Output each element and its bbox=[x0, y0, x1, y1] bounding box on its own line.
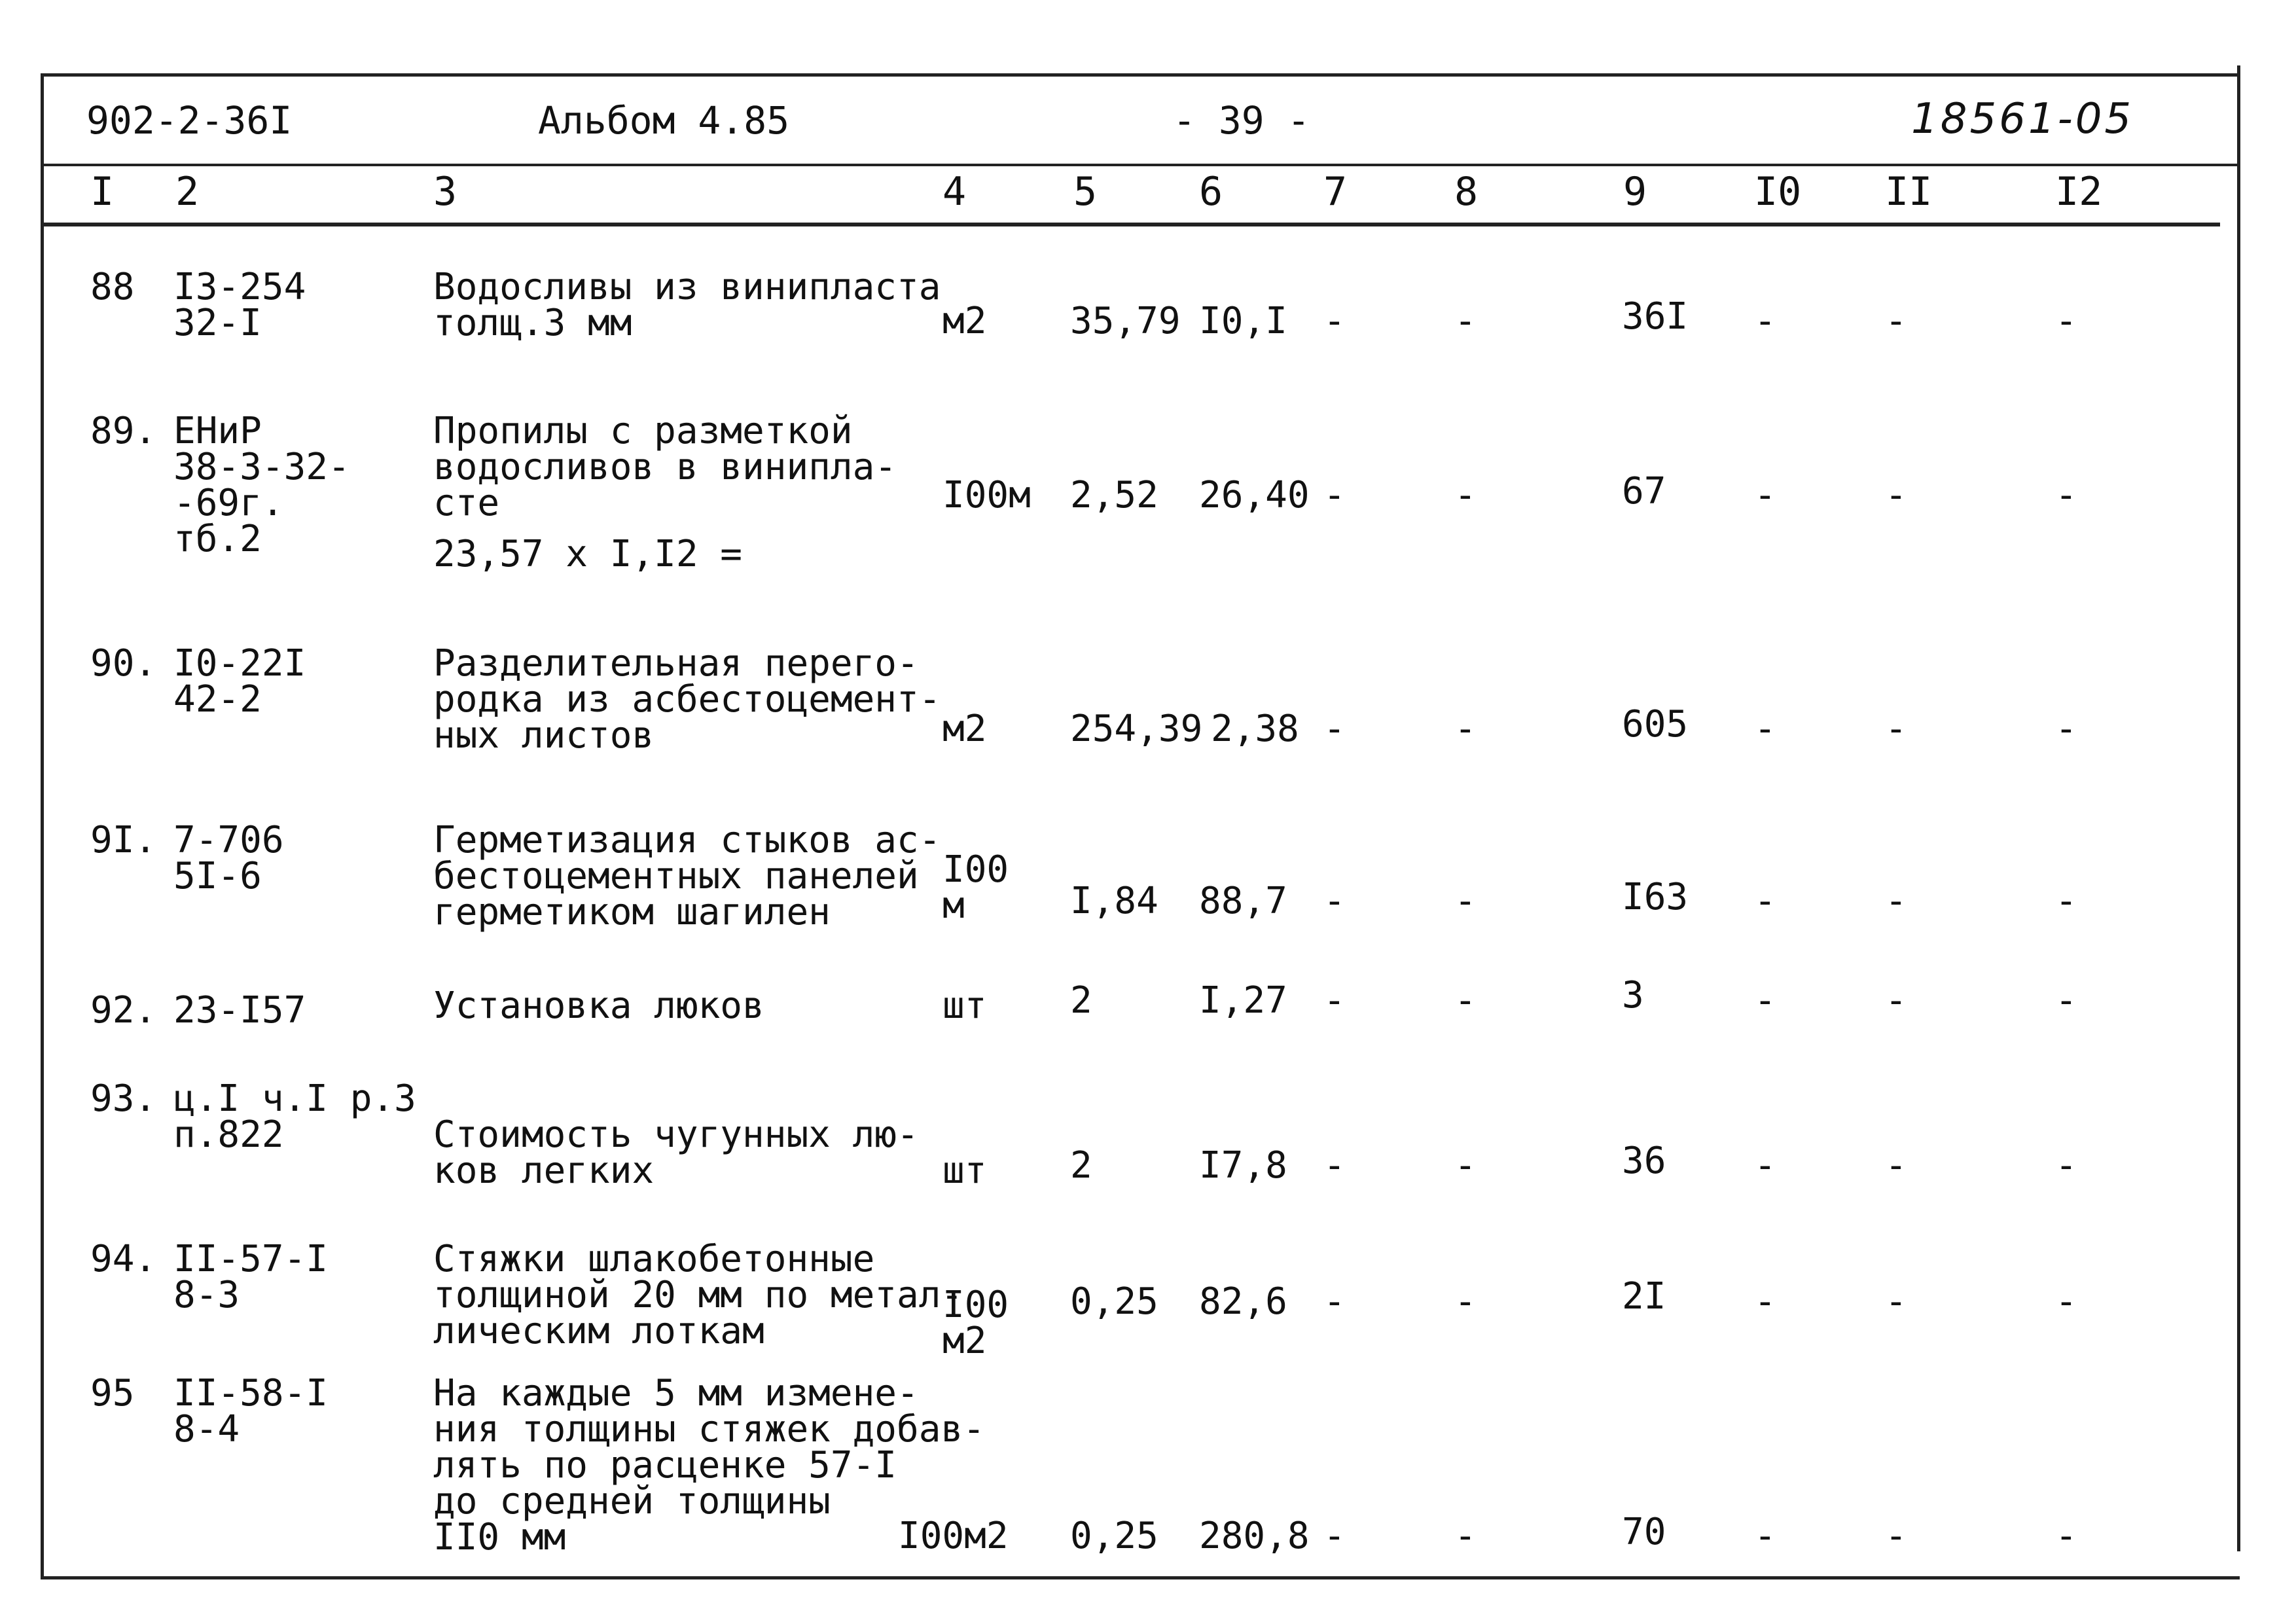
row-number: 90. bbox=[90, 642, 157, 685]
col-header-1: I bbox=[90, 169, 115, 215]
row-col11: - bbox=[1885, 880, 1907, 922]
row-code: 23-I57 bbox=[173, 989, 306, 1032]
row-col12: - bbox=[2055, 1515, 2077, 1557]
row-unit: м2 bbox=[942, 708, 987, 750]
row-code: 8-4 bbox=[173, 1408, 240, 1451]
row-col12: - bbox=[2055, 300, 2077, 342]
row-col9: 2I bbox=[1622, 1275, 1666, 1318]
row-description: водосливов в винипла- bbox=[433, 446, 897, 488]
row-quantity: 2 bbox=[1070, 1144, 1092, 1187]
row-price: 280,8 bbox=[1199, 1515, 1310, 1557]
row-col10: - bbox=[1754, 1515, 1776, 1557]
col-header-9: 9 bbox=[1623, 169, 1647, 215]
row-unit: шт bbox=[942, 1149, 987, 1192]
row-description: родка из асбестоцемент- bbox=[433, 678, 941, 721]
row-col7: - bbox=[1323, 708, 1346, 750]
row-description: Стоимость чугунных лю- bbox=[433, 1113, 919, 1156]
row-col12: - bbox=[2055, 474, 2077, 516]
col-header-12: I2 bbox=[2055, 169, 2103, 215]
col-header-4: 4 bbox=[942, 169, 967, 215]
row-quantity: 0,25 bbox=[1070, 1515, 1158, 1557]
row-formula: 23,57 x I,I2 = bbox=[433, 533, 743, 575]
row-col10: - bbox=[1754, 1144, 1776, 1187]
row-col12: - bbox=[2055, 708, 2077, 750]
row-quantity: I,84 bbox=[1070, 880, 1158, 922]
row-code: 8-3 bbox=[173, 1274, 240, 1316]
row-col9: 36 bbox=[1622, 1140, 1666, 1182]
row-code: 32-I bbox=[173, 302, 262, 344]
row-col10: - bbox=[1754, 474, 1776, 516]
row-price: 88,7 bbox=[1199, 880, 1287, 922]
row-col11: - bbox=[1885, 979, 1907, 1022]
row-col10: - bbox=[1754, 708, 1776, 750]
row-col8: - bbox=[1454, 880, 1477, 922]
row-code: II-57-I bbox=[173, 1238, 329, 1280]
row-quantity: 254,39 bbox=[1070, 708, 1203, 750]
row-col7: - bbox=[1323, 474, 1346, 516]
row-description: Пропилы с разметкой bbox=[433, 410, 853, 452]
col-header-6: 6 bbox=[1199, 169, 1223, 215]
row-col12: - bbox=[2055, 1144, 2077, 1187]
row-description: ных листов bbox=[433, 714, 655, 757]
row-code: -69г. bbox=[173, 482, 284, 524]
row-code: 42-2 bbox=[173, 678, 262, 721]
row-col10: - bbox=[1754, 1280, 1776, 1323]
row-number: 9I. bbox=[90, 819, 157, 861]
row-col8: - bbox=[1454, 979, 1477, 1022]
row-description: ков легких bbox=[433, 1149, 655, 1192]
document-code: 902-2-36I bbox=[86, 98, 293, 143]
row-col8: - bbox=[1454, 300, 1477, 342]
row-price: I7,8 bbox=[1199, 1144, 1287, 1187]
header-divider bbox=[41, 164, 2240, 166]
row-code: ц.I ч.I р.3 bbox=[173, 1077, 416, 1120]
row-code: тб.2 bbox=[173, 518, 262, 560]
row-description: Водосливы из винипласта bbox=[433, 266, 941, 308]
row-col9: 67 bbox=[1622, 470, 1666, 513]
row-code: I3-254 bbox=[173, 266, 306, 308]
row-col11: - bbox=[1885, 1280, 1907, 1323]
column-header-divider bbox=[41, 223, 2220, 226]
row-description: бестоцементных панелей bbox=[433, 855, 919, 897]
row-quantity: 2 bbox=[1070, 979, 1092, 1022]
row-code: 5I-6 bbox=[173, 855, 262, 897]
row-description: ния толщины стяжек добав- bbox=[433, 1408, 985, 1451]
row-description: Стяжки шлакобетонные bbox=[433, 1238, 875, 1280]
row-quantity: 35,79 bbox=[1070, 300, 1181, 342]
row-description: На каждые 5 мм измене- bbox=[433, 1372, 919, 1415]
row-col12: - bbox=[2055, 979, 2077, 1022]
row-number: 89. bbox=[90, 410, 157, 452]
row-unit: шт bbox=[942, 984, 987, 1027]
row-number: 92. bbox=[90, 989, 157, 1032]
col-header-10: I0 bbox=[1754, 169, 1802, 215]
handwritten-stamp: 18561-05 bbox=[1911, 95, 2134, 143]
row-col9: 70 bbox=[1622, 1511, 1666, 1553]
row-col7: - bbox=[1323, 300, 1346, 342]
row-description: Герметизация стыков ас- bbox=[433, 819, 941, 861]
row-col10: - bbox=[1754, 300, 1776, 342]
frame-left-line bbox=[41, 73, 44, 1579]
row-unit: I00 bbox=[942, 1284, 1009, 1326]
row-number: 93. bbox=[90, 1077, 157, 1120]
row-col9: 36I bbox=[1622, 295, 1689, 338]
row-col11: - bbox=[1885, 474, 1907, 516]
row-description: сте bbox=[433, 482, 500, 524]
row-code: ЕНиР bbox=[173, 410, 262, 452]
frame-top-line bbox=[41, 73, 2240, 77]
row-price: 82,6 bbox=[1199, 1280, 1287, 1323]
album-label: Альбом 4.85 bbox=[538, 98, 790, 143]
row-description: до средней толщины bbox=[433, 1480, 831, 1523]
row-col8: - bbox=[1454, 1515, 1477, 1557]
row-col7: - bbox=[1323, 1280, 1346, 1323]
row-unit: I00м2 bbox=[898, 1515, 1009, 1557]
row-number: 95 bbox=[90, 1372, 135, 1415]
col-header-11: II bbox=[1885, 169, 1933, 215]
row-col7: - bbox=[1323, 880, 1346, 922]
row-col8: - bbox=[1454, 474, 1477, 516]
row-description: II0 мм bbox=[433, 1516, 566, 1559]
row-col11: - bbox=[1885, 300, 1907, 342]
frame-bottom-line bbox=[41, 1576, 2240, 1579]
row-description: Установка люков bbox=[433, 984, 764, 1027]
row-col7: - bbox=[1323, 979, 1346, 1022]
row-col12: - bbox=[2055, 1280, 2077, 1323]
row-col8: - bbox=[1454, 1144, 1477, 1187]
row-col10: - bbox=[1754, 880, 1776, 922]
col-header-3: 3 bbox=[433, 169, 457, 215]
row-col7: - bbox=[1323, 1144, 1346, 1187]
row-col11: - bbox=[1885, 1515, 1907, 1557]
row-col11: - bbox=[1885, 1144, 1907, 1187]
row-col7: - bbox=[1323, 1515, 1346, 1557]
row-description: лическим лоткам bbox=[433, 1310, 764, 1352]
row-description: Разделительная перего- bbox=[433, 642, 919, 685]
row-col10: - bbox=[1754, 979, 1776, 1022]
row-description: герметиком шагилен bbox=[433, 891, 831, 933]
row-col11: - bbox=[1885, 708, 1907, 750]
col-header-5: 5 bbox=[1073, 169, 1098, 215]
row-quantity: 2,52 bbox=[1070, 474, 1158, 516]
row-quantity: 0,25 bbox=[1070, 1280, 1158, 1323]
row-unit: м2 bbox=[942, 300, 987, 342]
row-number: 88 bbox=[90, 266, 135, 308]
row-code: II-58-I bbox=[173, 1372, 329, 1415]
row-col12: - bbox=[2055, 880, 2077, 922]
row-description: толщ.3 мм bbox=[433, 302, 632, 344]
row-price: I0,I bbox=[1199, 300, 1287, 342]
row-code: I0-22I bbox=[173, 642, 306, 685]
row-col9: I63 bbox=[1622, 876, 1689, 918]
row-description: толщиной 20 мм по метал- bbox=[433, 1274, 963, 1316]
row-unit: м2 bbox=[942, 1320, 987, 1362]
row-number: 94. bbox=[90, 1238, 157, 1280]
row-col9: 605 bbox=[1622, 703, 1689, 746]
col-header-8: 8 bbox=[1454, 169, 1479, 215]
row-col9: 3 bbox=[1622, 974, 1644, 1017]
row-unit: I00 bbox=[942, 848, 1009, 891]
frame-right-line bbox=[2237, 65, 2240, 1551]
row-code: 38-3-32- bbox=[173, 446, 350, 488]
row-code: п.822 bbox=[173, 1113, 284, 1156]
row-code: 7-706 bbox=[173, 819, 284, 861]
row-unit: м bbox=[942, 884, 965, 927]
col-header-7: 7 bbox=[1323, 169, 1348, 215]
row-unit: I00м bbox=[942, 474, 1031, 516]
row-col8: - bbox=[1454, 1280, 1477, 1323]
col-header-2: 2 bbox=[175, 169, 200, 215]
row-price: I,27 bbox=[1199, 979, 1287, 1022]
row-description: лять по расценке 57-I bbox=[433, 1444, 897, 1487]
row-col8: - bbox=[1454, 708, 1477, 750]
row-price: 2,38 bbox=[1211, 708, 1299, 750]
row-price: 26,40 bbox=[1199, 474, 1310, 516]
page-number: - 39 - bbox=[1173, 98, 1310, 143]
